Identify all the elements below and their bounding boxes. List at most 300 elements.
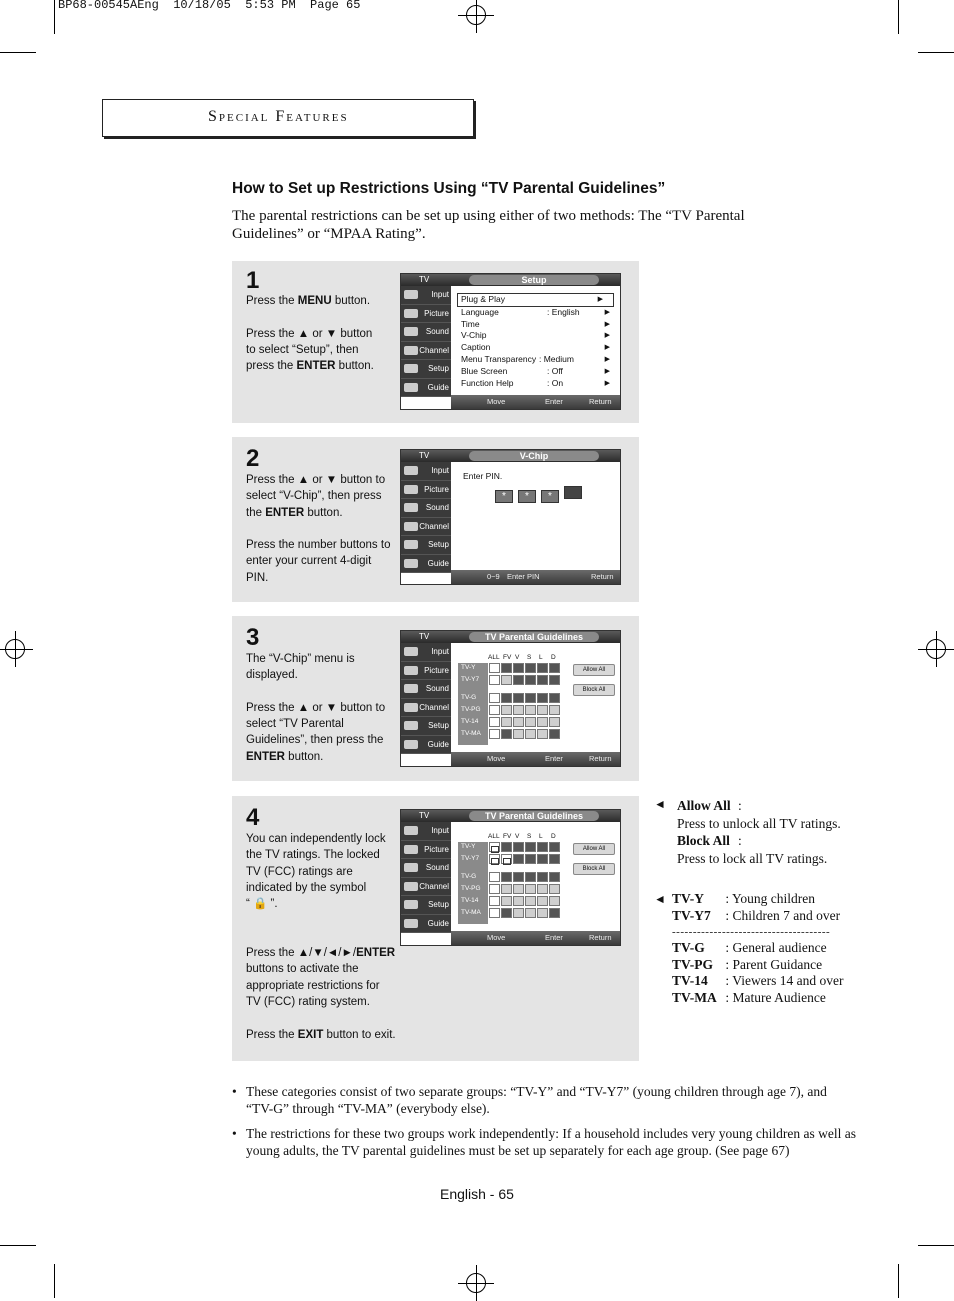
- rating-lock-cell[interactable]: [501, 675, 512, 685]
- screen-title: Setup: [469, 275, 599, 285]
- rating-lock-cell[interactable]: [525, 717, 536, 727]
- side-menu-guide[interactable]: [401, 736, 451, 755]
- screen-titlebar: [401, 274, 620, 286]
- crop-mark: [0, 52, 36, 53]
- setup-icon: [404, 540, 418, 549]
- grid-column-header: ALL: [488, 654, 500, 661]
- arrow-right-icon: ▶: [604, 379, 610, 387]
- rating-lock-cell[interactable]: [549, 854, 560, 864]
- side-menu-picture[interactable]: [401, 481, 451, 500]
- tv-label: TV: [419, 275, 430, 284]
- rating-lock-cell[interactable]: [549, 872, 560, 882]
- side-menu-picture[interactable]: [401, 841, 451, 860]
- page-number: English - 65: [440, 1186, 514, 1202]
- block-all-desc: Press to lock all TV ratings.: [677, 851, 828, 866]
- rating-lock-cell[interactable]: [525, 872, 536, 882]
- rating-definition: [672, 957, 822, 974]
- setup-menu-item[interactable]: [451, 354, 620, 366]
- ratings-divider: --------------------------------------: [672, 926, 831, 938]
- menu-item-label: Menu Transparency: [461, 353, 537, 364]
- side-menu-picture[interactable]: [401, 662, 451, 681]
- rating-lock-cell[interactable]: [525, 693, 536, 703]
- menu-item-value: : On: [547, 377, 564, 388]
- arrow-right-icon: ▶: [604, 344, 610, 352]
- rating-description: : Viewers 14 and over: [722, 973, 844, 988]
- side-menu-sound[interactable]: [401, 680, 451, 699]
- side-menu-label: Picture: [424, 308, 449, 318]
- move-hint: Move: [487, 754, 506, 763]
- screen-titlebar: [401, 450, 620, 462]
- side-menu-label: Channel: [419, 521, 449, 531]
- rating-lock-cell[interactable]: [489, 872, 500, 882]
- rating-definition: [672, 990, 826, 1007]
- step-4-panel: [232, 796, 639, 1061]
- sound-icon: [404, 684, 418, 693]
- guide-icon: [404, 740, 418, 749]
- move-hint: Move: [487, 933, 506, 942]
- block-all-button[interactable]: Block All: [573, 863, 615, 875]
- step-number: 3: [246, 624, 260, 651]
- sound-icon: [404, 503, 418, 512]
- side-menu-setup[interactable]: [401, 360, 451, 379]
- rating-lock-cell[interactable]: [537, 717, 548, 727]
- step-1-panel: [232, 261, 639, 423]
- rating-lock-cell[interactable]: [489, 896, 500, 906]
- step-2-panel: [232, 437, 639, 602]
- side-menu-label: Channel: [419, 702, 449, 712]
- crop-mark: [54, 1264, 55, 1298]
- registration-mark: [918, 631, 954, 667]
- rating-lock-cell[interactable]: [501, 842, 512, 852]
- bullet-item: • The restrictions for these two groups work independently: If a household includes very young children as well as young adults, the TV parental guidelines must be set up separately for each age group. (See page 67): [232, 1126, 856, 1158]
- rating-lock-cell[interactable]: [513, 729, 524, 739]
- rating-lock-cell[interactable]: [501, 896, 512, 906]
- side-menu-label: Input: [431, 647, 449, 656]
- rating-code: TV-Y: [672, 891, 704, 906]
- side-menu: [401, 286, 451, 397]
- return-hint: Return: [591, 572, 614, 581]
- rating-definition: [672, 973, 844, 990]
- block-all-button[interactable]: Block All: [573, 684, 615, 696]
- rating-lock-cell[interactable]: [501, 884, 512, 894]
- pin-digit-box: [564, 486, 582, 499]
- step-number: 4: [246, 804, 260, 831]
- input-icon: [404, 826, 418, 835]
- channel-icon: [404, 703, 418, 712]
- step-text: Press the ▲ or ▼ button to select “V-Chip”, then press the ENTER button. Press the number buttons to enter your current 4-digit PIN.: [246, 474, 391, 584]
- side-menu-label: Channel: [419, 345, 449, 355]
- side-menu-label: Sound: [425, 327, 449, 336]
- side-menu-sound[interactable]: [401, 859, 451, 878]
- rating-lock-cell[interactable]: [525, 663, 536, 673]
- rating-lock-cell[interactable]: [513, 896, 524, 906]
- lock-icon: [491, 846, 499, 853]
- channel-icon: [404, 882, 418, 891]
- tv-guidelines-screen-locked: [400, 809, 621, 946]
- rating-lock-cell[interactable]: [489, 842, 500, 852]
- step-text: You can independently lock the TV ratings. The locked TV (FCC) ratings are indicated by the symbol “ 🔒 ”. Press the ▲/▼/◄/►/ENTER buttons to activate the appropriate restrictions for TV (FCC) rating system. Press the EXIT button to exit.: [246, 833, 396, 1041]
- bullet-item: • These categories consist of two separate groups: “TV-Y” and “TV-Y7” (young children through age 7), and “TV-G” through “TV-MA” (everybody else).: [232, 1084, 857, 1117]
- rating-lock-cell[interactable]: [537, 872, 548, 882]
- rating-lock-cell[interactable]: [549, 908, 560, 918]
- menu-item-label: Language: [461, 306, 499, 317]
- ratings-grid: [451, 643, 620, 753]
- rating-lock-cell[interactable]: [501, 729, 512, 739]
- allow-colon: :: [738, 798, 742, 813]
- screen-titlebar: [401, 631, 620, 643]
- menu-item-label: Time: [461, 318, 480, 329]
- arrow-right-icon: ▶: [597, 296, 603, 303]
- rating-lock-cell[interactable]: [537, 663, 548, 673]
- screen-footer: [451, 395, 620, 409]
- rating-definition: [672, 908, 840, 925]
- grid-column-header: ALL: [488, 833, 500, 840]
- rating-lock-cell[interactable]: [549, 717, 560, 727]
- rating-code: TV-PG: [672, 956, 713, 972]
- side-menu: [401, 643, 451, 754]
- enter-hint: Enter: [545, 754, 563, 763]
- side-menu-label: Guide: [427, 558, 449, 568]
- rating-lock-cell[interactable]: [549, 896, 560, 906]
- rating-lock-cell[interactable]: [549, 729, 560, 739]
- rating-code: TV-Y7: [672, 907, 711, 923]
- rating-description: : Parent Guidance: [722, 956, 823, 972]
- rating-lock-cell[interactable]: [489, 884, 500, 894]
- return-hint: Return: [589, 754, 612, 763]
- crop-mark: [0, 1245, 36, 1246]
- rating-lock-cell[interactable]: [501, 872, 512, 882]
- setup-menu-item[interactable]: [451, 319, 620, 331]
- step-text: The “V-Chip” menu is displayed. Press the ▲ or ▼ button to select “TV Parental Guidelines”, then press the ENTER button.: [246, 653, 386, 763]
- step-number: 1: [246, 267, 260, 294]
- screen-footer: [451, 570, 620, 584]
- rating-lock-cell[interactable]: [549, 705, 560, 715]
- rating-lock-cell[interactable]: [489, 717, 500, 727]
- section-title: Special Features: [208, 108, 349, 125]
- rating-lock-cell[interactable]: [537, 705, 548, 715]
- grid-column-header: FV: [503, 654, 512, 661]
- block-colon: :: [738, 833, 742, 848]
- grid-row-label: TV-Y7: [461, 855, 480, 862]
- rating-lock-cell[interactable]: [537, 896, 548, 906]
- allow-all-button[interactable]: Allow All: [573, 843, 615, 855]
- side-menu-input[interactable]: [401, 643, 451, 662]
- rating-lock-cell[interactable]: [549, 663, 560, 673]
- setup-menu-item[interactable]: [451, 342, 620, 354]
- pin-digit-box: *: [518, 490, 536, 503]
- enter-hint: Enter: [545, 933, 563, 942]
- setup-menu-item[interactable]: [451, 366, 620, 378]
- rating-lock-cell[interactable]: [489, 663, 500, 673]
- rating-lock-cell[interactable]: [525, 842, 536, 852]
- tv-label: TV: [419, 632, 430, 641]
- crop-mark: [918, 52, 954, 53]
- grid-row-label: TV-14: [461, 718, 479, 725]
- side-menu-label: Setup: [428, 900, 449, 909]
- grid-column-header: S: [527, 654, 532, 661]
- setup-menu-item[interactable]: [451, 307, 620, 319]
- grid-column-header: FV: [503, 833, 512, 840]
- enter-hint: Enter: [545, 397, 563, 406]
- screen-titlebar: [401, 810, 620, 822]
- side-menu-guide[interactable]: [401, 379, 451, 398]
- input-icon: [404, 466, 418, 475]
- rating-lock-cell[interactable]: [513, 908, 524, 918]
- side-menu-sound[interactable]: [401, 323, 451, 342]
- side-menu-label: Picture: [424, 484, 449, 494]
- page-heading: How to Set up Restrictions Using “TV Parental Guidelines”: [232, 180, 666, 197]
- rating-lock-cell[interactable]: [549, 675, 560, 685]
- rating-lock-cell[interactable]: [489, 729, 500, 739]
- side-menu-label: Sound: [425, 684, 449, 693]
- menu-item-label: Blue Screen: [461, 365, 508, 376]
- allow-all-button[interactable]: Allow All: [573, 664, 615, 676]
- rating-lock-cell[interactable]: [525, 675, 536, 685]
- rating-lock-cell[interactable]: [501, 693, 512, 703]
- setup-menu-item[interactable]: [451, 330, 620, 342]
- screen-title: V-Chip: [469, 451, 599, 461]
- setup-icon: [404, 900, 418, 909]
- side-menu-setup[interactable]: [401, 717, 451, 736]
- screen-footer: [451, 931, 620, 945]
- rating-lock-cell[interactable]: [537, 854, 548, 864]
- guide-icon: [404, 559, 418, 568]
- block-all-label: Block All: [677, 833, 730, 848]
- side-menu-guide[interactable]: [401, 915, 451, 934]
- arrow-right-icon: ▶: [604, 355, 610, 363]
- step-3-panel: [232, 616, 639, 781]
- grid-column-header: S: [527, 833, 532, 840]
- side-menu-label: Input: [431, 466, 449, 475]
- menu-item-value: : English: [547, 306, 580, 317]
- rating-lock-cell[interactable]: [501, 908, 512, 918]
- rating-lock-cell[interactable]: [537, 884, 548, 894]
- registration-mark: [458, 0, 494, 33]
- menu-item-label: Caption: [461, 342, 491, 353]
- side-menu: [401, 462, 451, 573]
- rating-lock-cell[interactable]: [513, 854, 524, 864]
- arrow-icon: ◄: [654, 892, 666, 906]
- ratings-grid: [451, 822, 620, 932]
- guide-icon: [404, 919, 418, 928]
- rating-lock-cell[interactable]: [525, 896, 536, 906]
- side-menu-channel[interactable]: [401, 518, 451, 537]
- pin-digit-box: *: [541, 490, 559, 503]
- rating-description: : Children 7 and over: [722, 907, 841, 923]
- picture-icon: [404, 485, 418, 494]
- sound-icon: [404, 327, 418, 336]
- arrow-right-icon: ▶: [604, 332, 610, 340]
- menu-item-label: V-Chip: [461, 330, 487, 341]
- allow-all-label: Allow All: [677, 798, 731, 813]
- side-menu-picture[interactable]: [401, 305, 451, 324]
- side-menu-setup[interactable]: [401, 896, 451, 915]
- rating-lock-cell[interactable]: [501, 705, 512, 715]
- registration-mark: [0, 631, 33, 667]
- tv-label: TV: [419, 451, 430, 460]
- tv-label: TV: [419, 811, 430, 820]
- channel-icon: [404, 522, 418, 531]
- side-menu-label: Input: [431, 290, 449, 299]
- keys-hint: 0~9: [487, 572, 500, 581]
- rating-description: : Young children: [722, 891, 816, 906]
- rating-lock-cell[interactable]: [525, 884, 536, 894]
- menu-item-value: : Off: [547, 365, 563, 376]
- sound-icon: [404, 863, 418, 872]
- grid-row-label: TV-PG: [461, 885, 481, 892]
- grid-column-header: D: [551, 833, 556, 840]
- print-slug: BP68-00545AEng 10/18/05 5:53 PM Page 65: [58, 0, 361, 12]
- setup-menu-item[interactable]: [457, 293, 614, 307]
- rating-description: : Mature Audience: [722, 989, 826, 1005]
- return-hint: Return: [589, 397, 612, 406]
- enter-pin-hint: Enter PIN: [507, 572, 540, 581]
- menu-item-value: : Medium: [539, 353, 574, 364]
- rating-lock-cell[interactable]: [549, 842, 560, 852]
- intro-paragraph: The parental restrictions can be set up using either of two methods: The “TV Parental Guidelines” or “MPAA Rating”.: [232, 208, 745, 242]
- menu-item-label: Function Help: [461, 377, 514, 388]
- guide-icon: [404, 383, 418, 392]
- grid-column-header: L: [539, 833, 543, 840]
- arrow-icon: ◄: [654, 797, 666, 811]
- screen-title: TV Parental Guidelines: [469, 811, 599, 821]
- rating-lock-cell[interactable]: [489, 908, 500, 918]
- side-menu-label: Setup: [428, 540, 449, 549]
- rating-lock-cell[interactable]: [513, 842, 524, 852]
- grid-column-header: V: [515, 833, 520, 840]
- rating-lock-cell[interactable]: [501, 854, 512, 864]
- crop-mark: [898, 0, 899, 34]
- screen-footer: [451, 752, 620, 766]
- side-menu-label: Guide: [427, 382, 449, 392]
- rating-lock-cell[interactable]: [513, 663, 524, 673]
- rating-lock-cell[interactable]: [489, 675, 500, 685]
- crop-mark: [54, 0, 55, 34]
- rating-code: TV-G: [672, 940, 705, 955]
- grid-row-label: TV-G: [461, 873, 477, 880]
- rating-lock-cell[interactable]: [513, 693, 524, 703]
- menu-item-label: Plug & Play: [461, 294, 505, 304]
- setup-menu: [451, 293, 620, 389]
- arrow-right-icon: ▶: [604, 320, 610, 328]
- side-menu-input[interactable]: [401, 462, 451, 481]
- rating-lock-cell[interactable]: [513, 717, 524, 727]
- crop-mark: [898, 1264, 899, 1298]
- rating-definition: [672, 891, 815, 908]
- return-hint: Return: [589, 933, 612, 942]
- registration-mark: [458, 1265, 494, 1301]
- side-menu-label: Setup: [428, 721, 449, 730]
- rating-lock-cell[interactable]: [489, 705, 500, 715]
- rating-lock-cell[interactable]: [489, 693, 500, 703]
- side-menu-setup[interactable]: [401, 536, 451, 555]
- setup-icon: [404, 721, 418, 730]
- tv-guidelines-screen: [400, 630, 621, 767]
- rating-lock-cell[interactable]: [501, 663, 512, 673]
- side-menu-label: Sound: [425, 503, 449, 512]
- step-number: 2: [246, 445, 260, 472]
- grid-row-label: TV-Y7: [461, 676, 480, 683]
- lock-icon: [503, 858, 511, 865]
- rating-lock-cell[interactable]: [489, 854, 500, 864]
- section-box: [102, 99, 474, 137]
- rating-lock-cell[interactable]: [549, 884, 560, 894]
- rating-lock-cell[interactable]: [525, 854, 536, 864]
- channel-icon: [404, 346, 418, 355]
- grid-column-header: D: [551, 654, 556, 661]
- pin-prompt: Enter PIN.: [463, 471, 503, 481]
- grid-row-label: TV-PG: [461, 706, 481, 713]
- allow-all-desc: Press to unlock all TV ratings.: [677, 816, 841, 831]
- rating-lock-cell[interactable]: [501, 717, 512, 727]
- grid-row-label: TV-Y: [461, 664, 476, 671]
- side-menu-channel[interactable]: [401, 878, 451, 897]
- grid-row-label: TV-G: [461, 694, 477, 701]
- grid-row-label: TV-Y: [461, 843, 476, 850]
- rating-lock-cell[interactable]: [525, 908, 536, 918]
- arrow-right-icon: ▶: [604, 308, 610, 316]
- crop-mark: [918, 1245, 954, 1246]
- setup-menu-item[interactable]: [451, 378, 620, 390]
- rating-lock-cell[interactable]: [537, 908, 548, 918]
- side-menu-label: Setup: [428, 364, 449, 373]
- side-menu-input[interactable]: [401, 822, 451, 841]
- rating-lock-cell[interactable]: [513, 705, 524, 715]
- bullet-text: The restrictions for these two groups work independently: If a household includes very young children as well as young adults, the TV parental guidelines must be set up separately for each age group. (See page 67): [246, 1126, 856, 1158]
- input-icon: [404, 647, 418, 656]
- rating-lock-cell[interactable]: [537, 693, 548, 703]
- move-hint: Move: [487, 397, 506, 406]
- rating-description: : General audience: [722, 940, 827, 955]
- rating-lock-cell[interactable]: [513, 675, 524, 685]
- picture-icon: [404, 309, 418, 318]
- rating-lock-cell[interactable]: [537, 729, 548, 739]
- rating-lock-cell[interactable]: [537, 842, 548, 852]
- side-menu-input[interactable]: [401, 286, 451, 305]
- grid-column-header: L: [539, 654, 543, 661]
- side-menu-sound[interactable]: [401, 499, 451, 518]
- picture-icon: [404, 845, 418, 854]
- side-menu-channel[interactable]: [401, 342, 451, 361]
- side-menu: [401, 822, 451, 933]
- side-menu-label: Guide: [427, 918, 449, 928]
- rating-code: TV-MA: [672, 989, 717, 1005]
- rating-code: TV-14: [672, 973, 708, 988]
- bullet-text: These categories consist of two separate groups: “TV-Y” and “TV-Y7” (young children through age 7), and “TV-G” through “TV-MA” (everybody else).: [246, 1084, 827, 1116]
- side-menu-guide[interactable]: [401, 555, 451, 574]
- pin-digit-box: *: [495, 490, 513, 503]
- grid-column-header: V: [515, 654, 520, 661]
- side-menu-label: Guide: [427, 739, 449, 749]
- rating-lock-cell[interactable]: [537, 675, 548, 685]
- grid-row-label: TV-MA: [461, 909, 481, 916]
- rating-lock-cell[interactable]: [513, 872, 524, 882]
- setup-icon: [404, 364, 418, 373]
- rating-lock-cell[interactable]: [525, 705, 536, 715]
- side-menu-channel[interactable]: [401, 699, 451, 718]
- screen-title: TV Parental Guidelines: [469, 632, 599, 642]
- setup-screen: [400, 273, 621, 410]
- step-text: Press the MENU button. Press the ▲ or ▼ button to select “Setup”, then press the ENTER button.: [246, 295, 374, 373]
- rating-definition: [672, 940, 827, 957]
- grid-row-label: TV-14: [461, 897, 479, 904]
- picture-icon: [404, 666, 418, 675]
- rating-lock-cell[interactable]: [549, 693, 560, 703]
- rating-lock-cell[interactable]: [525, 729, 536, 739]
- side-menu-label: Sound: [425, 863, 449, 872]
- lock-icon: [491, 858, 499, 865]
- rating-lock-cell[interactable]: [513, 884, 524, 894]
